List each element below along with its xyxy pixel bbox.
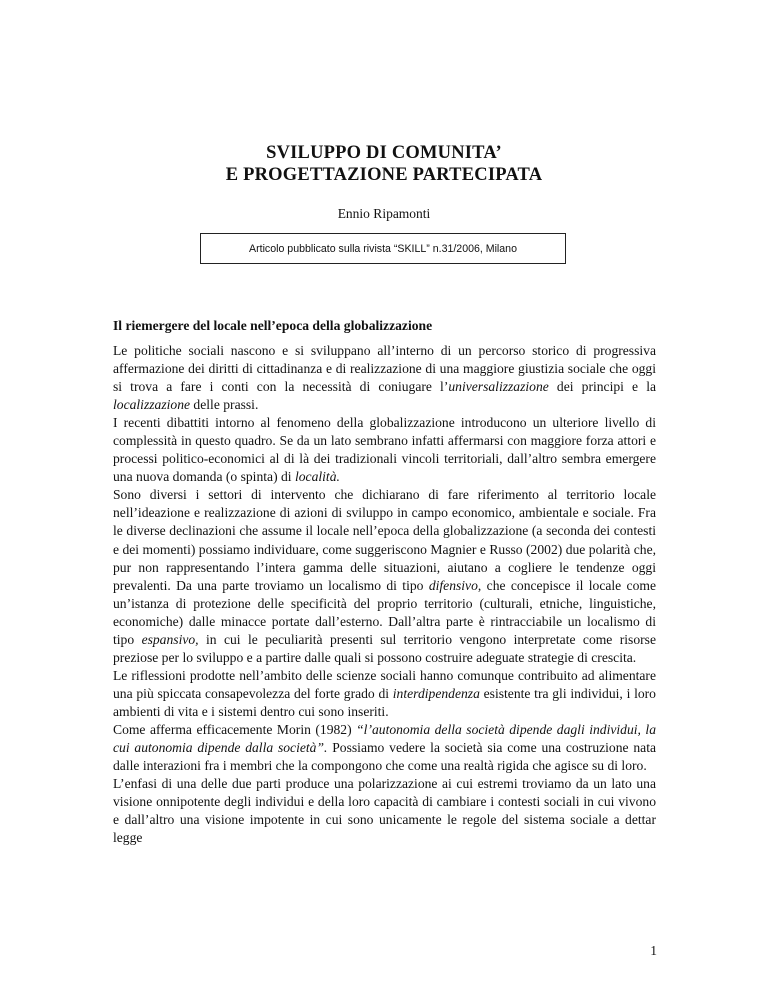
body-paragraph — [113, 721, 656, 775]
publication-note: Articolo pubblicato sulla rivista “SKILL” n.31/2006, Milano — [249, 242, 517, 255]
italic-text: interdipendenza — [392, 685, 480, 701]
paragraph-text: in cui le peculiarità presenti sul territorio vengono interpretate come risorse preziose per lo sviluppo e a partire dalle quali si possono costruire adeguate strategie di crescita. — [113, 631, 656, 665]
italic-text: localizzazione — [113, 397, 191, 413]
paragraph-text: I recenti dibattiti intorno al fenomeno della globalizzazione introducono un ulteriore livello di complessità in questo quadro. Se da un lato sembrano infatti affermarsi con maggiore forza attori e processi politico-economici al di là dei tradizionali vincoli territoriali, dall’altro sembra emergere una nuova domanda (o spinta) di — [113, 415, 656, 485]
body-paragraph — [113, 667, 656, 721]
paragraph-text: delle prassi. — [190, 397, 259, 413]
paragraph-text: esistente tra gli individui, i loro ambienti di vita e i sistemi dentro cui sono inseriti. — [113, 685, 656, 719]
body-paragraph — [113, 342, 656, 414]
body-paragraph — [113, 775, 656, 847]
document-title-line-2: E PROGETTAZIONE PARTECIPATA — [225, 165, 543, 185]
italic-text: località. — [294, 469, 340, 485]
body-paragraph — [113, 414, 656, 486]
body-text — [113, 342, 656, 847]
body-paragraph — [113, 486, 656, 666]
italic-text: difensivo — [428, 577, 478, 593]
section-heading: Il riemergere del locale nell’epoca della globalizzazione — [113, 318, 433, 333]
paragraph-text: Le riflessioni prodotte nell’ambito delle scienze sociali hanno comunque contribuito ad alimentare una più spiccata consapevolezza del forte grado di — [113, 667, 656, 701]
paragraph-text: , che concepisce il locale come un’istanza di protezione delle specificità del proprio territorio (culturali, etniche, linguistiche, economiche) dalle minacce portate dall’esterno. Dall’altra parte è rintracciabile un localismo di tipo — [113, 577, 656, 647]
italic-text: “l’autonomia della società dipende dagli individui, la cui autonomia dipende dalla società”. — [113, 721, 656, 756]
paragraph-text: Sono diversi i settori di intervento che dichiarano di fare riferimento al territorio locale nell’ideazione e realizzazione di azioni di sviluppo in campo economico, ambientale e sociale. Fra le diverse declinazioni che assume il locale nell’epoca della globalizzazione (a seconda dei contesti e dei momenti) possiamo individuare, come suggeriscono Magnier e Russo (2002) due polarità che, pur non rappresentando l’intera gamma delle situazioni, aiutano a cogliere le tendenze oggi prevalenti. Da una parte troviamo un localismo di tipo — [113, 487, 656, 593]
page-number: 1 — [650, 943, 657, 958]
author-name: Ennio Ripamonti — [337, 206, 431, 221]
publication-note-box — [200, 233, 566, 264]
paragraph-text: dei principi e la — [548, 379, 657, 395]
paragraph-text: L’enfasi di una delle due parti produce una polarizzazione ai cui estremi troviamo da un lato una visione onnipotente degli individui e della loro capacità di cambiare i contesti sociali in cui vivono e dall’altro una visione impotente in cui sono unicamente le regole del sistema sociale a dettar legge — [113, 776, 656, 846]
paragraph-text: Come afferma efficacemente Morin (1982) — [113, 721, 357, 737]
paragraph-text: Possiamo vedere la società sia come una costruzione nata dalle interazioni fra i membri che la compongono che come una realtà rigida che agisce su di loro. — [113, 740, 656, 774]
paragraph-text: Le politiche sociali nascono e si sviluppano all’interno di un percorso storico di progressiva affermazione dei diritti di cittadinanza e di realizzazione di una maggiore giustizia sociale che oggi si trova a fare i conti con la necessità di coniugare l’ — [113, 343, 656, 395]
italic-text: universalizzazione — [448, 379, 549, 395]
document-title-line-1: SVILUPPO DI COMUNITA’ — [266, 143, 502, 163]
italic-text: espansivo, — [141, 631, 199, 647]
